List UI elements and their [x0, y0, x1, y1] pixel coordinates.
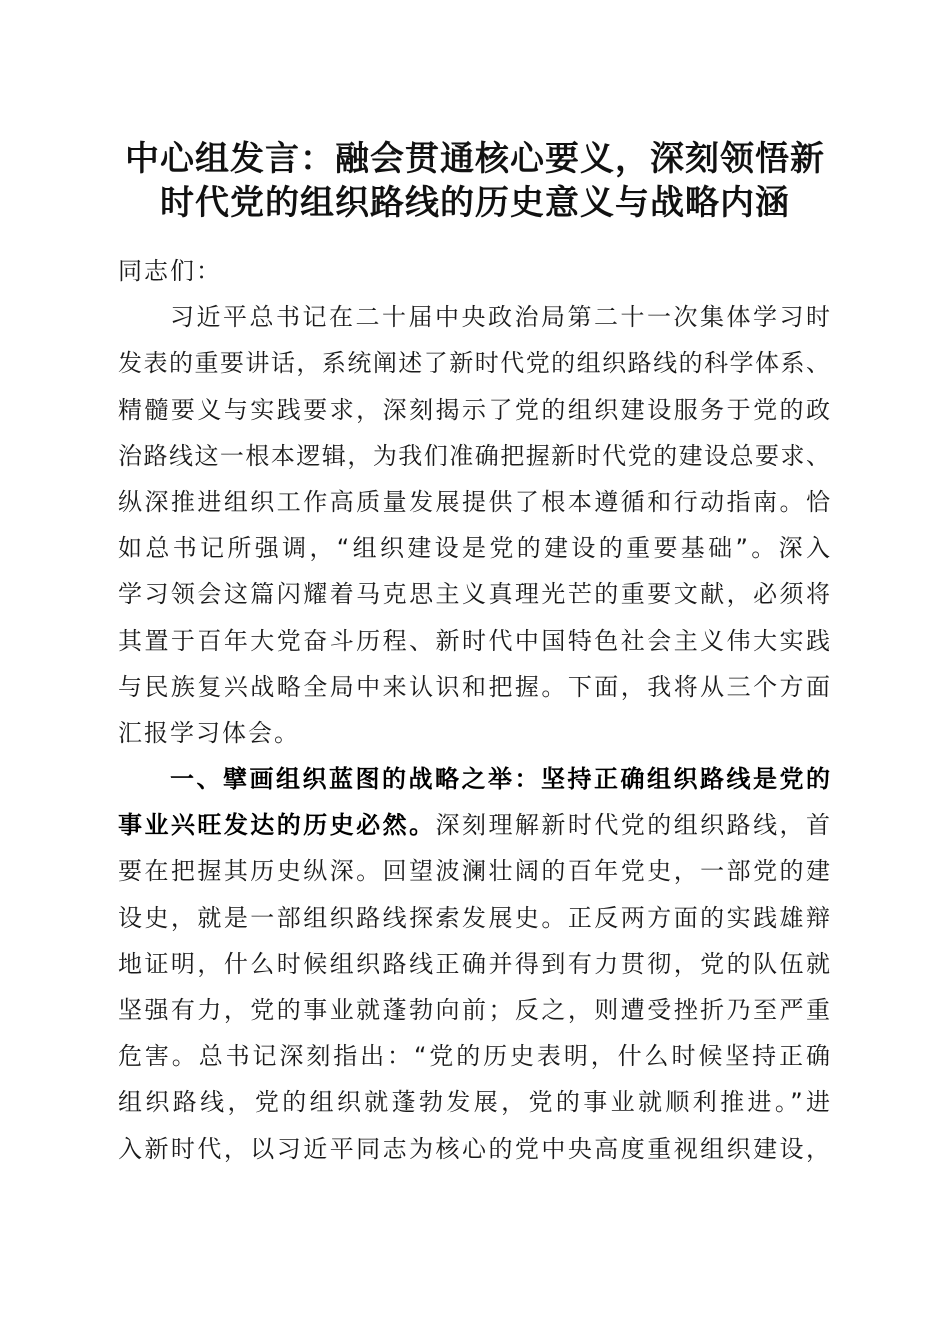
salutation: 同志们：: [118, 257, 222, 285]
paragraph-1-line: 如总书记所强调，“组织建设是党的建设的重要基础”。深入: [118, 534, 830, 563]
section-1-line: 入新时代，以习近平同志为核心的党中央高度重视组织建设，: [118, 1134, 830, 1163]
paragraph-1-line: 习近平总书记在二十届中央政治局第二十一次集体学习时: [170, 303, 830, 332]
section-1-heading-continuation: [118, 802, 830, 848]
document-title: [100, 137, 850, 225]
paragraph-1-line: 治路线这一根本逻辑，为我们准确把握新时代党的建设总要求、: [118, 441, 830, 470]
paragraph-1-line: 发表的重要讲话，系统阐述了新时代党的组织路线的科学体系、: [118, 349, 830, 378]
section-1-line: 危害。总书记深刻指出：“党的历史表明，什么时候坚持正确: [118, 1042, 830, 1071]
paragraph-1-line: 与民族复兴战略全局中来认识和把握。下面，我将从三个方面: [118, 672, 830, 701]
section-1-heading-end: 事业兴旺发达的历史必然。: [118, 811, 436, 840]
section-1-text-start: 深刻理解新时代党的组织路线，首: [435, 811, 831, 840]
section-1-heading: 一、擘画组织蓝图的战略之举：坚持正确组织路线是党的: [170, 765, 830, 794]
section-1-line: 组织路线，党的组织就蓬勃发展，党的事业就顺利推进。”进: [118, 1088, 830, 1117]
section-1-line: 设史，就是一部组织路线探索发展史。正反两方面的实践雄辩: [118, 903, 830, 932]
section-1-line: 要在把握其历史纵深。回望波澜壮阔的百年党史，一部党的建: [118, 857, 830, 886]
document-body: [118, 248, 830, 1172]
paragraph-1-line: 汇报学习体会。: [118, 718, 300, 747]
paragraph-1-line: 学习领会这篇闪耀着马克思主义真理光芒的重要文献，必须将: [118, 580, 830, 609]
section-1-line: 地证明，什么时候组织路线正确并得到有力贯彻，党的队伍就: [118, 949, 830, 978]
title-line-2: 时代党的组织路线的历史意义与战略内涵: [160, 183, 790, 223]
paragraph-1-line: 其置于百年大党奋斗历程、新时代中国特色社会主义伟大实践: [118, 626, 830, 655]
section-1-line: 坚强有力，党的事业就蓬勃向前；反之，则遭受挫折乃至严重: [118, 996, 830, 1024]
title-line-1: 中心组发言：融会贯通核心要义，深刻领悟新: [125, 139, 825, 179]
paragraph-1-line: 纵深推进组织工作高质量发展提供了根本遵循和行动指南。恰: [118, 487, 830, 516]
paragraph-1-line: 精髓要义与实践要求，深刻揭示了党的组织建设服务于党的政: [118, 395, 830, 424]
